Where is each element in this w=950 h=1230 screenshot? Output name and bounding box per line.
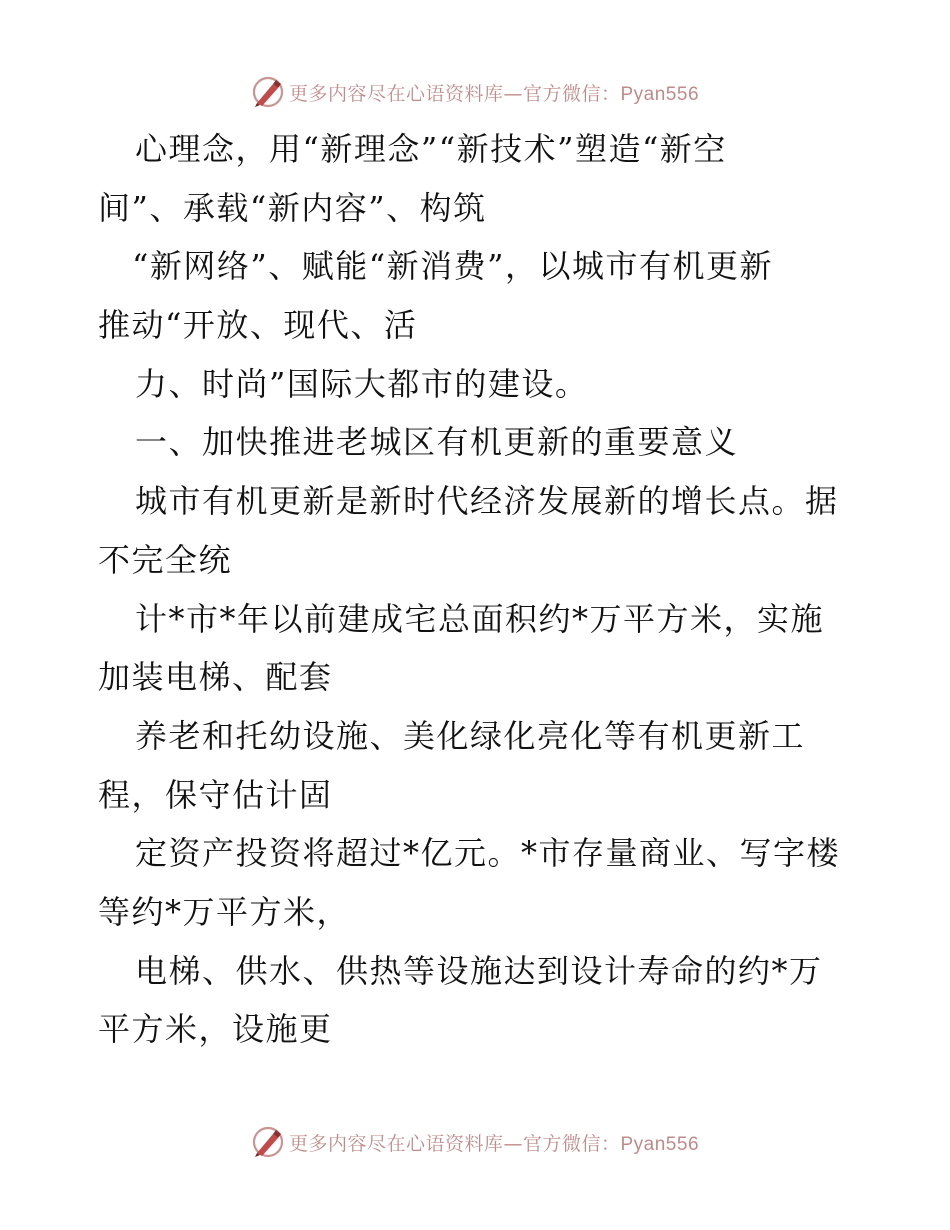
text-line: “新网络”、赋能“新消费”，以城市有机更新 <box>132 247 773 286</box>
text-line: 计*市*年以前建成宅总面积约*万平方米，实施 <box>135 599 825 638</box>
text-line: 程，保守估计固 <box>98 775 333 814</box>
text-line: 城市有机更新是新时代经济发展新的增长点。据 <box>135 482 839 521</box>
text-line: 定资产投资将超过*亿元。*市存量商业、写字楼 <box>135 834 841 873</box>
text-line: 等约*万平方米， <box>98 892 351 931</box>
pen-logo-icon <box>251 75 285 109</box>
text-line: 力、时尚”国际大都市的建设。 <box>135 364 589 403</box>
header-watermark <box>0 72 950 112</box>
text-line: 平方米，设施更 <box>98 1010 333 1049</box>
text-line: 心理念，用“新理念”“新技术”塑造“新空 <box>135 130 727 168</box>
text-line: 加装电梯、配套 <box>98 658 333 697</box>
watermark-text: 更多内容尽在心语资料库—官方微信：Pyan556 <box>288 82 700 105</box>
text-line: 不完全统 <box>98 540 233 579</box>
text-line: 养老和托幼设施、美化绿化亮化等有机更新工 <box>135 716 806 755</box>
pen-logo-icon <box>251 1125 285 1159</box>
document-body <box>98 120 858 1059</box>
text-line: 推动“开放、现代、活 <box>98 306 418 345</box>
text-line: 间”、承载“新内容”、构筑 <box>98 188 487 227</box>
watermark-text: 更多内容尽在心语资料库—官方微信：Pyan556 <box>288 1132 700 1155</box>
section-heading: 一、加快推进老城区有机更新的重要意义 <box>135 423 739 462</box>
text-line: 电梯、供水、供热等设施达到设计寿命的约*万 <box>135 951 823 990</box>
footer-watermark <box>0 1122 950 1162</box>
